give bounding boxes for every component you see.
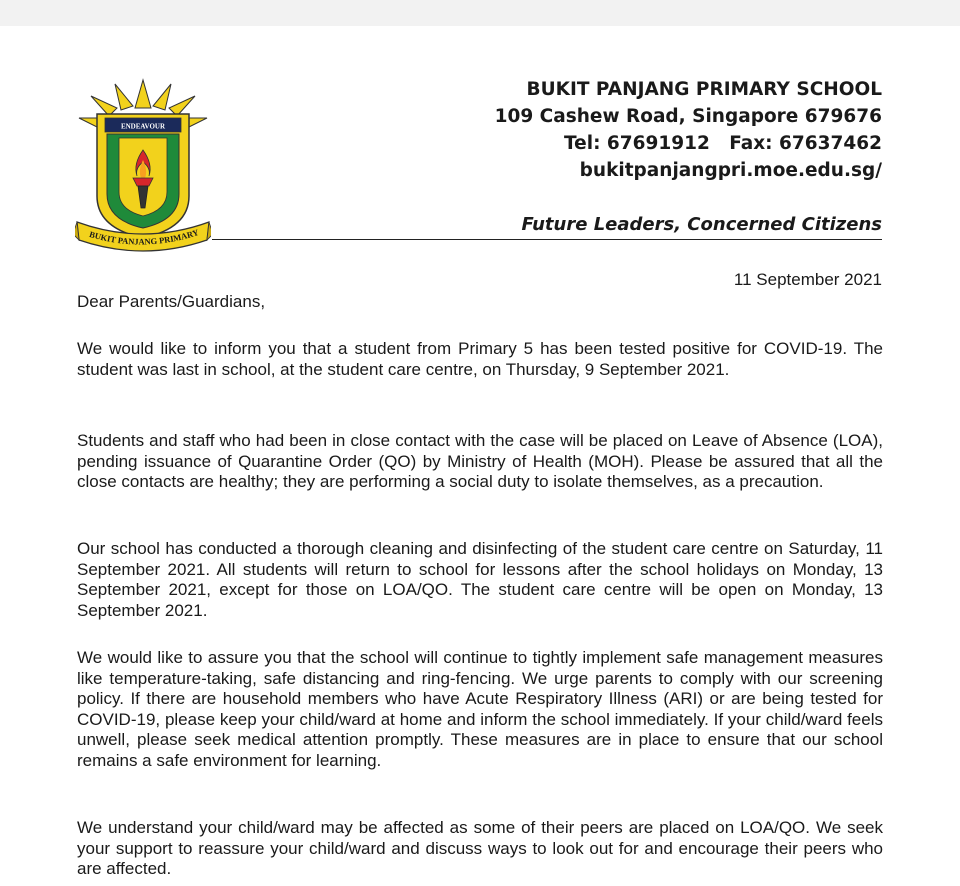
school-crest-logo xyxy=(75,78,211,254)
endeavour-text: ENDEAVOUR xyxy=(120,122,166,131)
school-website: bukitpanjangpri.moe.edu.sg/ xyxy=(579,160,882,181)
school-name: BUKIT PANJANG PRIMARY SCHOOL xyxy=(526,79,882,100)
school-motto: Future Leaders, Concerned Citizens xyxy=(521,214,882,235)
letter-date: 11 September 2021 xyxy=(733,270,882,289)
letter-salutation: Dear Parents/Guardians, xyxy=(77,292,266,311)
letter-paragraph: We would like to inform you that a student from Primary 5 has been tested positive for COVID-19. The student was last in school, at the student care centre, on Thursday, 9 September 2021. xyxy=(77,339,883,379)
school-letterhead xyxy=(495,76,882,184)
school-address: 109 Cashew Road, Singapore 679676 xyxy=(494,106,882,127)
ribbon-text: BUKIT PANJANG PRIMARY xyxy=(88,227,200,247)
letter-paragraph: Our school has conducted a thorough cleaning and disinfecting of the student care centre on Saturday, 11 September 2021. All students will return to school for lessons after the school holidays on Monday, 13 September 2021, except for those on LOA/QO. The student care centre will be open on Monday, 13 September 2021. xyxy=(77,539,883,620)
letter-page xyxy=(0,26,960,886)
letter-paragraph: We would like to assure you that the school will continue to tightly implement safe management measures like temperature-taking, safe distancing and ring-fencing. We urge parents to comply with our screening policy. If there are household members who have Acute Respiratory Illness (ARI) or are being tested for COVID-19, please keep your child/ward at home and inform the school immediately. If your child/ward feels unwell, please seek medical attention promptly. These measures are in place to ensure that our school remains a safe environment for learning. xyxy=(77,648,883,770)
letter-paragraph: We understand your child/ward may be affected as some of their peers are placed on LOA/QO. We seek your support to reassure your child/ward and discuss ways to look out for and encourage their peers who are affected. xyxy=(77,818,883,878)
school-contact: Tel: 67691912 Fax: 67637462 xyxy=(564,133,882,154)
letterhead-divider xyxy=(212,239,882,240)
letter-paragraph: Students and staff who had been in close contact with the case will be placed on Leave of Absence (LOA), pending issuance of Quarantine Order (QO) by Ministry of Health (MOH). Please be assured that all the close contacts are healthy; they are performing a social duty to isolate themselves, as a precaution. xyxy=(77,431,883,491)
